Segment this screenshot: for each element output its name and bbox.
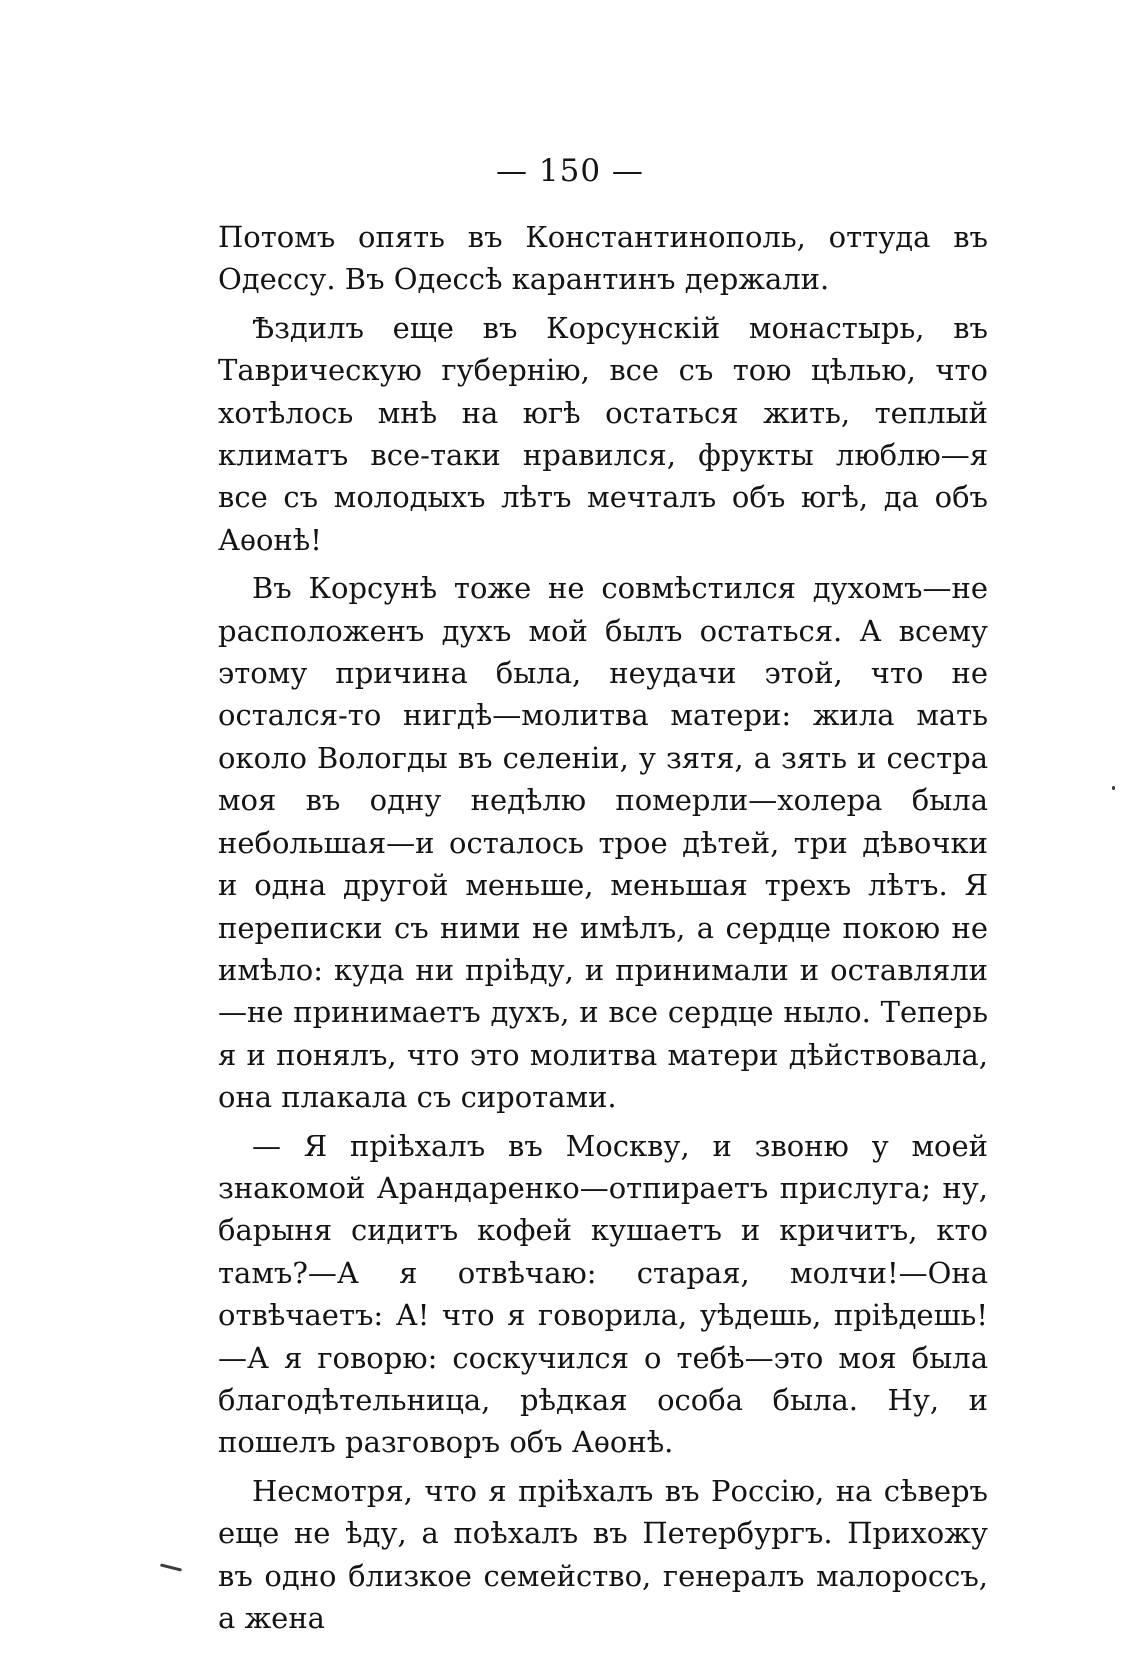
paragraph-1: Потомъ опять въ Константинополь, оттуда въ Одессу. Въ Одессѣ карантинъ держали. [218, 220, 988, 297]
paragraph-5: Несмотря, что я пріѣхалъ въ Россію, на сѣверъ еще не ѣду, а поѣхалъ въ Петербургъ. Прихожу въ одно близкое семейство, генералъ малороссъ, а жена [218, 1473, 988, 1635]
ink-speck [160, 1563, 182, 1571]
paragraph-4: — Я пріѣхалъ въ Москву, и звоню у моей знакомой Арандаренко—отпираетъ прислуга; ну, барыня сидитъ кофей кушаетъ и кричитъ, кто тамъ?—А я отвѣчаю: старая, молчи!—Она отвѣчаетъ: А! что я говорила, уѣдешь, пріѣдешь!—А я говорю: соскучился о тебѣ—это моя была благодѣтельница, рѣдкая особа была. Ну, и пошелъ разговоръ объ Аѳонѣ. [218, 1128, 988, 1460]
text-body [218, 216, 988, 1645]
ink-speck [1112, 786, 1115, 790]
paragraph-2: Ѣздилъ еще въ Корсунскій монастырь, въ Таврическую губернію, все съ тою цѣлью, что хотѣлось мнѣ на югѣ остаться жить, теплый климатъ все-таки нравился, фрукты люблю—я все съ молодыхъ лѣтъ мечталъ объ югѣ, да объ Аѳонѣ! [218, 310, 988, 557]
paragraph-3: Въ Корсунѣ тоже не совмѣстился духомъ—не расположенъ духъ мой былъ остаться. А всему этому причина была, неудачи этой, что не остался-то нигдѣ—молитва матери: жила мать около Вологды въ селеніи, у зятя, а зять и сестра моя въ одну недѣлю померли—холера была небольшая—и осталось трое дѣтей, три дѣвочки и одна другой меньше, меньшая трехъ лѣтъ. Я переписки съ ними не имѣлъ, а сердце покою не имѣло: куда ни пріѣду, и принимали и оставляли—не принимаетъ духъ, и все сердце ныло. Теперь я и понялъ, что это молитва матери дѣйствовала, она плакала съ сиротами. [218, 571, 988, 1115]
page-number: — 150 — [496, 153, 644, 189]
